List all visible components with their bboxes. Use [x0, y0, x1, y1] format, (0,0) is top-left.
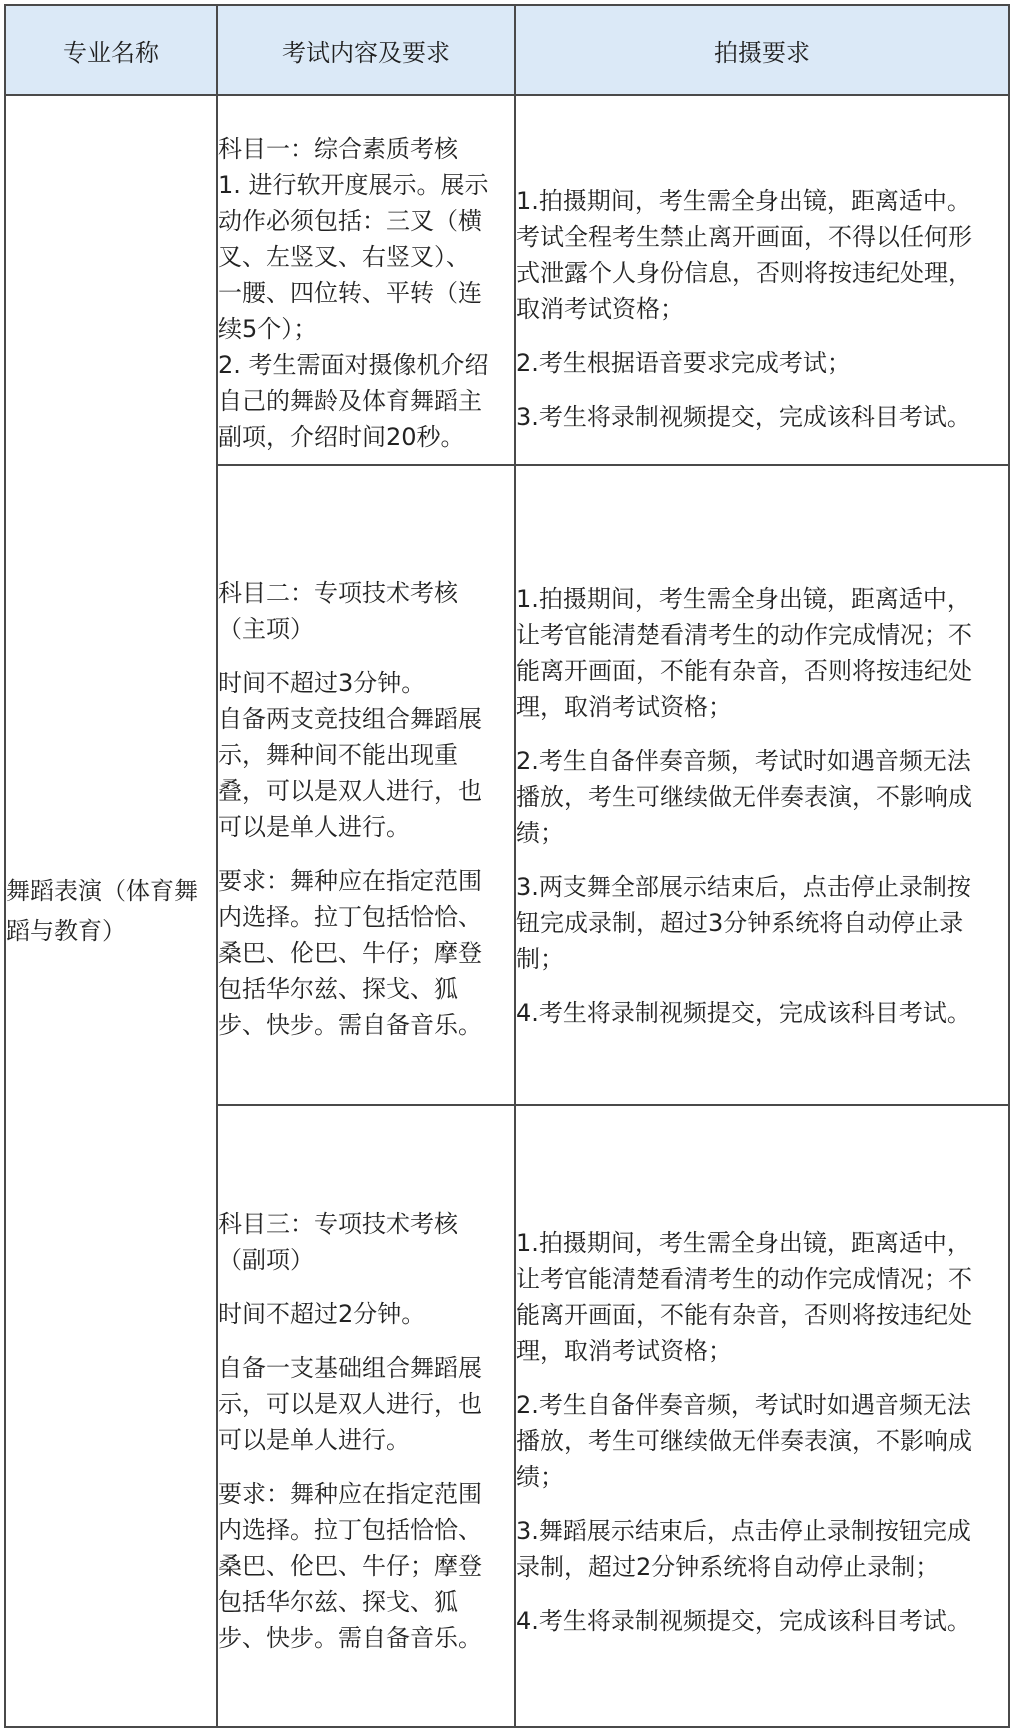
subject-2-req-3: 3.两支舞全部展示结束后，点击停止录制按 钮完成录制，超过3分钟系统将自动停止录 制； — [516, 873, 971, 973]
subject-3-content-cell — [217, 1105, 515, 1727]
subject-2-title: 科目二：专项技术考核 （主项） — [218, 579, 458, 643]
subject-2-req-4: 4.考生将录制视频提交，完成该科目考试。 — [516, 999, 971, 1027]
subject-3-time-limit: 时间不超过2分钟。 — [218, 1300, 426, 1328]
subject-2-time-and-content: 时间不超过3分钟。 自备两支竞技组合舞蹈展 示，舞种间不能出现重 叠，可以是双人进行，也 可以是单人进行。 — [218, 669, 482, 841]
table-row-subject-1 — [5, 95, 1009, 465]
subject-3-req-1: 1.拍摄期间，考生需全身出镜，距离适中， 让考官能清楚看清考生的动作完成情况；不 能离开画面，不能有杂音，否则将按违纪处 理，取消考试资格； — [516, 1229, 972, 1365]
subject-1-requirements-cell — [515, 95, 1009, 465]
subject-2-req-1: 1.拍摄期间，考生需全身出镜，距离适中， 让考官能清楚看清考生的动作完成情况；不 能离开画面，不能有杂音，否则将按违纪处 理，取消考试资格； — [516, 585, 972, 721]
subject-1-content-text: 科目一：综合素质考核 1. 进行软开度展示。展示 动作必须包括：三叉（横 叉、左竖叉、右竖叉）、 一腰、四位转、平转（连 续5个）； 2. 考生需面对摄像机介绍 自己的舞龄及体育舞蹈主 副项，介绍时间20秒。 — [218, 135, 489, 451]
subject-3-requirements-cell — [515, 1105, 1009, 1727]
subject-1-req-2: 2.考生根据语音要求完成考试； — [516, 349, 851, 377]
subject-3-req-2: 2.考生自备伴奏音频，考试时如遇音频无法 播放，考生可继续做无伴奏表演，不影响成 绩； — [516, 1391, 972, 1491]
header-filming-requirements: 拍摄要求 — [515, 5, 1009, 95]
subject-2-content-cell — [217, 465, 515, 1105]
subject-2-requirements-cell — [515, 465, 1009, 1105]
major-name-cell — [5, 95, 217, 1727]
subject-2-dance-requirements: 要求：舞种应在指定范围 内选择。拉丁包括恰恰、 桑巴、伦巴、牛仔；摩登 包括华尔兹、探戈、狐 步、快步。需自备音乐。 — [218, 867, 482, 1039]
subject-3-content-text: 自备一支基础组合舞蹈展 示，可以是双人进行，也 可以是单人进行。 — [218, 1354, 482, 1454]
subject-3-req-4: 4.考生将录制视频提交，完成该科目考试。 — [516, 1607, 971, 1635]
header-exam-content: 考试内容及要求 — [217, 5, 515, 95]
subject-3-req-3: 3.舞蹈展示结束后，点击停止录制按钮完成 录制，超过2分钟系统将自动停止录制； — [516, 1517, 971, 1581]
subject-1-req-1: 1.拍摄期间，考生需全身出镜，距离适中。 考试全程考生禁止离开画面，不得以任何形 式泄露个人身份信息，否则将按违纪处理， 取消考试资格； — [516, 187, 972, 323]
subject-1-content-cell — [217, 95, 515, 465]
subject-3-dance-requirements: 要求：舞种应在指定范围 内选择。拉丁包括恰恰、 桑巴、伦巴、牛仔；摩登 包括华尔兹、探戈、狐 步、快步。需自备音乐。 — [218, 1480, 482, 1652]
exam-requirements-table — [4, 4, 1010, 1728]
major-name: 舞蹈表演（体育舞 蹈与教育） — [6, 877, 198, 945]
subject-1-req-3: 3.考生将录制视频提交，完成该科目考试。 — [516, 403, 971, 431]
table-header-row — [5, 5, 1009, 95]
subject-3-title: 科目三：专项技术考核 （副项） — [218, 1210, 458, 1274]
subject-2-req-2: 2.考生自备伴奏音频，考试时如遇音频无法 播放，考生可继续做无伴奏表演，不影响成 绩； — [516, 747, 972, 847]
header-major-name: 专业名称 — [5, 5, 217, 95]
